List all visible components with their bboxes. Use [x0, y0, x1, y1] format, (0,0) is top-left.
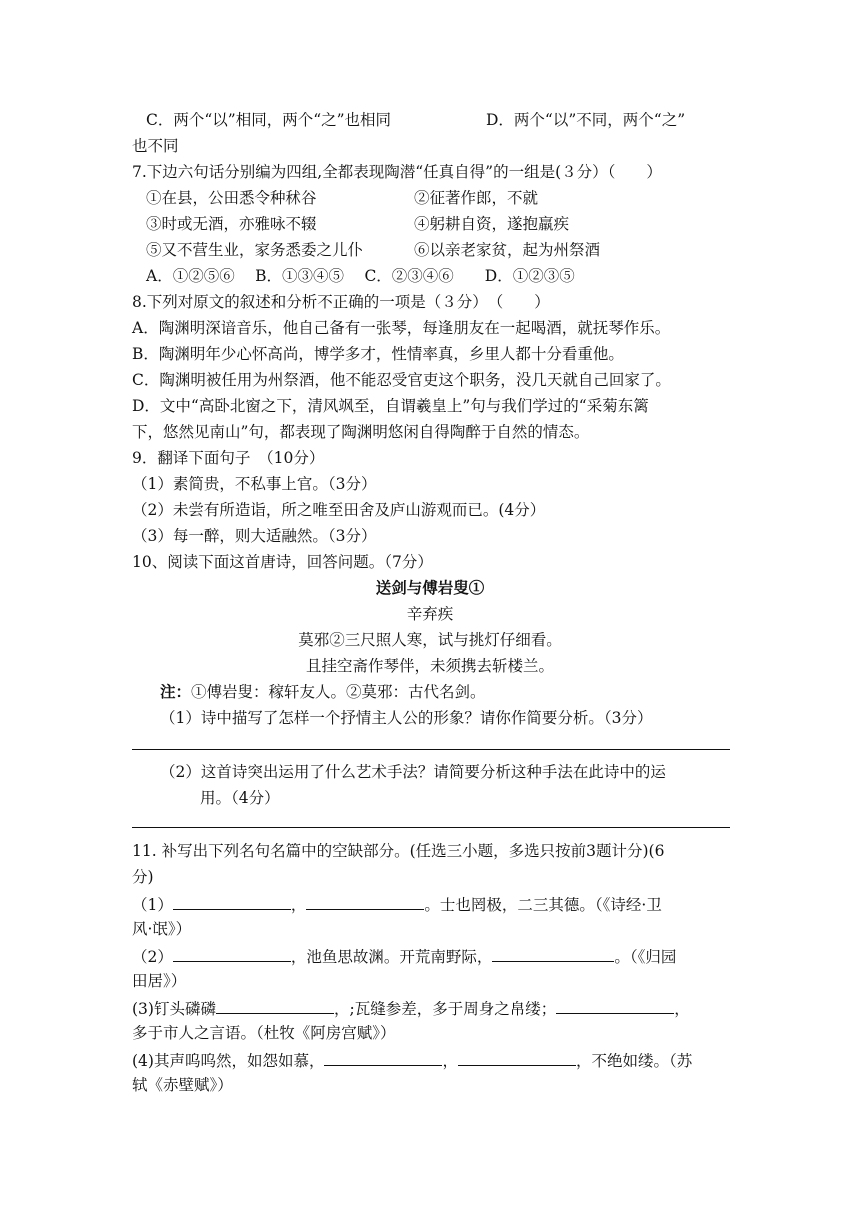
poem-note-text: ①傅岩叟：稼轩友人。②莫邪：古代名剑。 [191, 683, 486, 701]
q9-stem: 9．翻译下面句子 （10分） [132, 449, 325, 467]
q11-item-4 [132, 1049, 692, 1071]
fill-blank[interactable] [306, 893, 424, 910]
q11-item-2-tail: 。（《归园 [614, 948, 677, 966]
q11-item-1-number: （1） [132, 896, 173, 914]
q9-sentence-1: （1）素简贵，不私事上官。（3分） [132, 475, 377, 493]
q11-item-3 [132, 997, 690, 1019]
q11-item-2-continued: 田居》） [132, 972, 187, 990]
q11-stem-continued: 分) [132, 868, 154, 886]
fill-blank[interactable] [324, 1049, 442, 1066]
q11-item-3-continued: 多于市人之言语。（杜牧《阿房宫赋》） [132, 1024, 396, 1042]
q7-sentence-2: ②征著作郎，不就 [414, 189, 539, 207]
poem-line-1: 莫邪②三尺照人寒，试与挑灯仔细看。 [298, 631, 562, 649]
q8-option-c: C．陶渊明被任用为州祭酒，他不能忍受官吏这个职务，没几天就自己回家了。 [132, 371, 671, 389]
q10-sub2-line2: 用。（4分） [200, 789, 280, 807]
q8-option-b: B．陶渊明年少心怀高尚，博学多才，性情率真，乡里人都十分看重他。 [132, 345, 624, 363]
q7-stem: 7.下边六句话分别编为四组,全都表现陶潜“任真自得”的一组是(３分）（ ） [132, 163, 662, 181]
q11-item-1-continued: 风·氓》） [132, 920, 192, 938]
q11-item-3-tail: ， [674, 1000, 690, 1018]
fill-blank[interactable] [556, 997, 674, 1014]
q9-sentence-3: （3）每一醉，则大适融然。（3分） [132, 527, 377, 545]
q11-item-1-separator: ， [290, 896, 307, 914]
q10-stem: 10、阅读下面这首唐诗，回答问题。（7分） [132, 553, 433, 571]
q10-sub1: （1）诗中描写了怎样一个抒情主人公的形象？请你作简要分析。（3分） [160, 709, 653, 727]
q11-stem: 11. 补写出下列名句名篇中的空缺部分。(任选三小题，多选只按前3题计分)(6 [132, 842, 665, 860]
q8-option-d-line1: D．文中“高卧北窗之下，清风飒至，自谓羲皇上”句与我们学过的“采菊东篱 [132, 397, 649, 415]
answer-line-1 [132, 749, 730, 750]
poem-author: 辛弃疾 [406, 605, 454, 623]
q7-sentence-1: ①在县，公田悉令种秫谷 [146, 189, 317, 207]
q9-sentence-2: （2）未尝有所造诣，所之唯至田舍及庐山游观而已。(4分） [132, 501, 546, 519]
poem-note-label: 注： [160, 682, 192, 701]
q6-option-d: D．两个“以”不同，两个“之” [486, 111, 686, 129]
poem-title: 送剑与傅岩叟① [375, 578, 485, 597]
q8-option-d-line2: 下，悠然见南山”句，都表现了陶渊明悠闲自得陶醉于自然的情态。 [132, 423, 590, 441]
q11-item-2 [132, 945, 676, 967]
q11-item-4-separator: ， [442, 1052, 458, 1070]
q11-item-4-text: (4)其声呜呜然，如怨如慕， [132, 1052, 325, 1070]
fill-blank[interactable] [173, 893, 291, 910]
q7-sentence-6: ⑥以亲老家贫，起为州祭酒 [414, 241, 601, 259]
q11-item-4-continued: 轼《赤壁赋》） [132, 1076, 233, 1094]
q11-item-2-text: ，池鱼思故渊。开荒南野际， [290, 948, 493, 966]
fill-blank[interactable] [216, 997, 334, 1014]
answer-line-2 [132, 827, 730, 828]
q11-item-4-tail: ，不绝如缕。（苏 [575, 1052, 693, 1070]
q11-item-3-mid: ，;瓦缝参差，多于周身之帛缕； [333, 1000, 557, 1018]
fill-blank[interactable] [173, 945, 291, 962]
fill-blank[interactable] [458, 1049, 576, 1066]
q7-sentence-4: ④躬耕自资，遂抱羸疾 [414, 215, 570, 233]
q11-item-1-text: 。士也罔极，二三其德。（《诗经·卫 [424, 896, 662, 914]
poem-line-2: 且挂空斋作琴伴，未须携去斩楼兰。 [305, 657, 554, 675]
q8-option-a: A．陶渊明深谙音乐，他自己备有一张琴，每逢朋友在一起喝酒，就抚琴作乐。 [132, 319, 671, 337]
poem-note [160, 682, 486, 702]
q6-option-c: C．两个“以”相同，两个“之”也相同 [146, 111, 392, 129]
q10-sub2-line1: （2）这首诗突出运用了什么艺术手法？请简要分析这种手法在此诗中的运 [160, 763, 666, 781]
q8-stem: 8.下列对原文的叙述和分析不正确的一项是（３分） （ ） [132, 293, 550, 311]
q11-item-1 [132, 893, 662, 915]
q11-item-3-text: (3)钉头磷磷 [132, 1000, 216, 1018]
q7-options: A．①②⑤⑥ B．①③④⑤ C．②③④⑥ D．①②③⑤ [146, 267, 575, 285]
fill-blank[interactable] [492, 945, 614, 962]
q7-sentence-5: ⑤又不营生业，家务悉委之儿仆 [146, 241, 364, 259]
q6-option-d-continued: 也不同 [132, 137, 179, 155]
q11-item-2-number: （2） [132, 948, 173, 966]
q7-sentence-3: ③时或无酒，亦雅咏不辍 [146, 215, 317, 233]
